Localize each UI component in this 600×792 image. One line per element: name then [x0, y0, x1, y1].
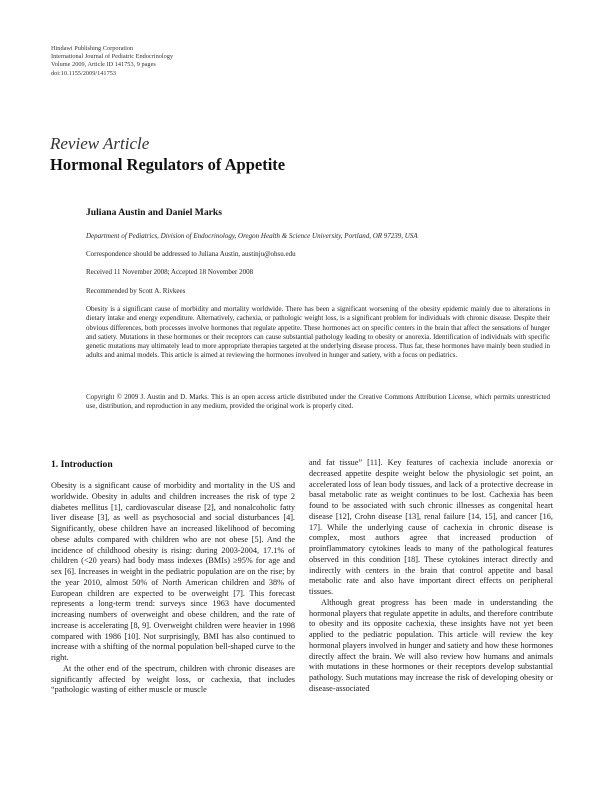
paragraph: At the other end of the spectrum, children with chronic diseases are significantly affected by weight loss, or cachexia, that includes “pathologic wasting of either muscle or muscle [51, 663, 295, 695]
affiliation: Department of Pediatrics, Division of Endocrinology, Oregon Health & Science University, Portland, OR 97239, USA [86, 232, 418, 240]
volume-info: Volume 2009, Article ID 141753, 9 pages [51, 61, 156, 69]
correspondence: Correspondence should be addressed to Juliana Austin, austinju@ohsu.edu [86, 250, 296, 258]
abstract: Obesity is a significant cause of morbidity and mortality worldwide. There has been a significant worsening of the obesity epidemic mainly due to alterations in dietary intake and energy expenditure. Alternatively, cachexia, or pathologic weight loss, is a significant problem for individuals with chronic disease. Despite their obvious differences, both processes involve hormones that regulate appetite. These hormones act on specific centers in the brain that affect the sensations of hunger and satiety. Mutations in these hormones or their receptors can cause substantial pathology leading to obesity or anorexia. Identification of individuals with specific genetic mutations may ultimately lead to more appropriate therapies targeted at the underlying disease process. Thus far, these hormones have mainly been studied in adults and animal models. This article is aimed at reviewing the hormones involved in hunger and satiety, with a focus on pediatrics. [86, 305, 550, 360]
publisher-name: Hindawi Publishing Corporation [51, 45, 134, 52]
journal-header [51, 45, 351, 78]
received-dates: Received 11 November 2008; Accepted 18 November 2008 [86, 268, 254, 276]
article-type: Review Article [50, 134, 150, 153]
copyright-notice: Copyright © 2009 J. Austin and D. Marks. This is an open access article distributed under the Creative Commons Attribution License, which permits unrestricted use, distribution, and reproduction in any medium, provided the original work is properly cited. [86, 393, 550, 411]
section-heading-introduction: 1. Introduction [51, 459, 113, 470]
paragraph: Although great progress has been made in understanding the hormonal players that regulate appetite in adults, and therefore contribute to obesity and its opposite cachexia, these insights have not yet been applied to the pediatric population. This article will review the key hormonal players involved in hunger and satiety and how these hormones directly affect the brain. We will also review how humans and animals with mutations in these hormones or their receptors develop substantial pathology. Such mutations may increase the risk of developing obesity or disease-associated [309, 597, 553, 693]
paragraph: Obesity is a significant cause of morbidity and mortality in the US and worldwide. Obesity in adults and children increases the risk of type 2 diabetes mellitus [1], cardiovascular disease [2], and nonalcoholic fatty liver disease [3], as well as psychosocial and social disturbances [4]. Significantly, obese children have an increased likelihood of becoming obese adults compared with children who are not obese [5]. And the incidence of childhood obesity is rising: during 2003-2004, 17.1% of children (<20 years) had body mass indexes (BMIs) ≥95% for age and sex [6]. Increases in weight in the pediatric population are on the rise; by the year 2010, almost 50% of North American children and 38% of European children are expected to be overweight [7]. This forecast represents a long-term trend: surveys since 1963 have documented increasing numbers of overweight and obese children, and the rate of increase is accelerating [8, 9]. Overweight children were heavier in 1998 compared with 1986 [10]. Not surprisingly, BMI has also continued to increase with a shifting of the normal population bell-shaped curve to the right. [51, 481, 295, 662]
article-title: Hormonal Regulators of Appetite [50, 155, 286, 174]
left-column [51, 458, 295, 696]
journal-name: International Journal of Pediatric Endocrinology [51, 53, 174, 61]
author-list: Juliana Austin and Daniel Marks [86, 207, 222, 218]
right-column [309, 458, 553, 695]
paragraph: and fat tissue” [11]. Key features of cachexia include anorexia or decreased appetite despite weight below the physiologic set point, an accelerated loss of lean body tissues, and lack of a protective decrease in basal metabolic rate as weight continues to be lost. Cachexia has been found to be associated with such chronic illnesses as congenital heart disease [12], Crohn disease [13], renal failure [14, 15], and cancer [16, 17]. While the underlying cause of cachexia in chronic disease is complex, most authors agree that increased production of proinflammatory cytokines leads to many of the pathological features observed in this condition [18]. These cytokines interact directly and indirectly with centers in the brain that control appetite and basal metabolic rate and also have important direct effects on peripheral tissues. [309, 458, 553, 596]
recommended-by: Recommended by Scott A. Rivkees [86, 287, 186, 295]
doi[interactable]: doi:10.1155/2009/141753 [51, 69, 117, 77]
